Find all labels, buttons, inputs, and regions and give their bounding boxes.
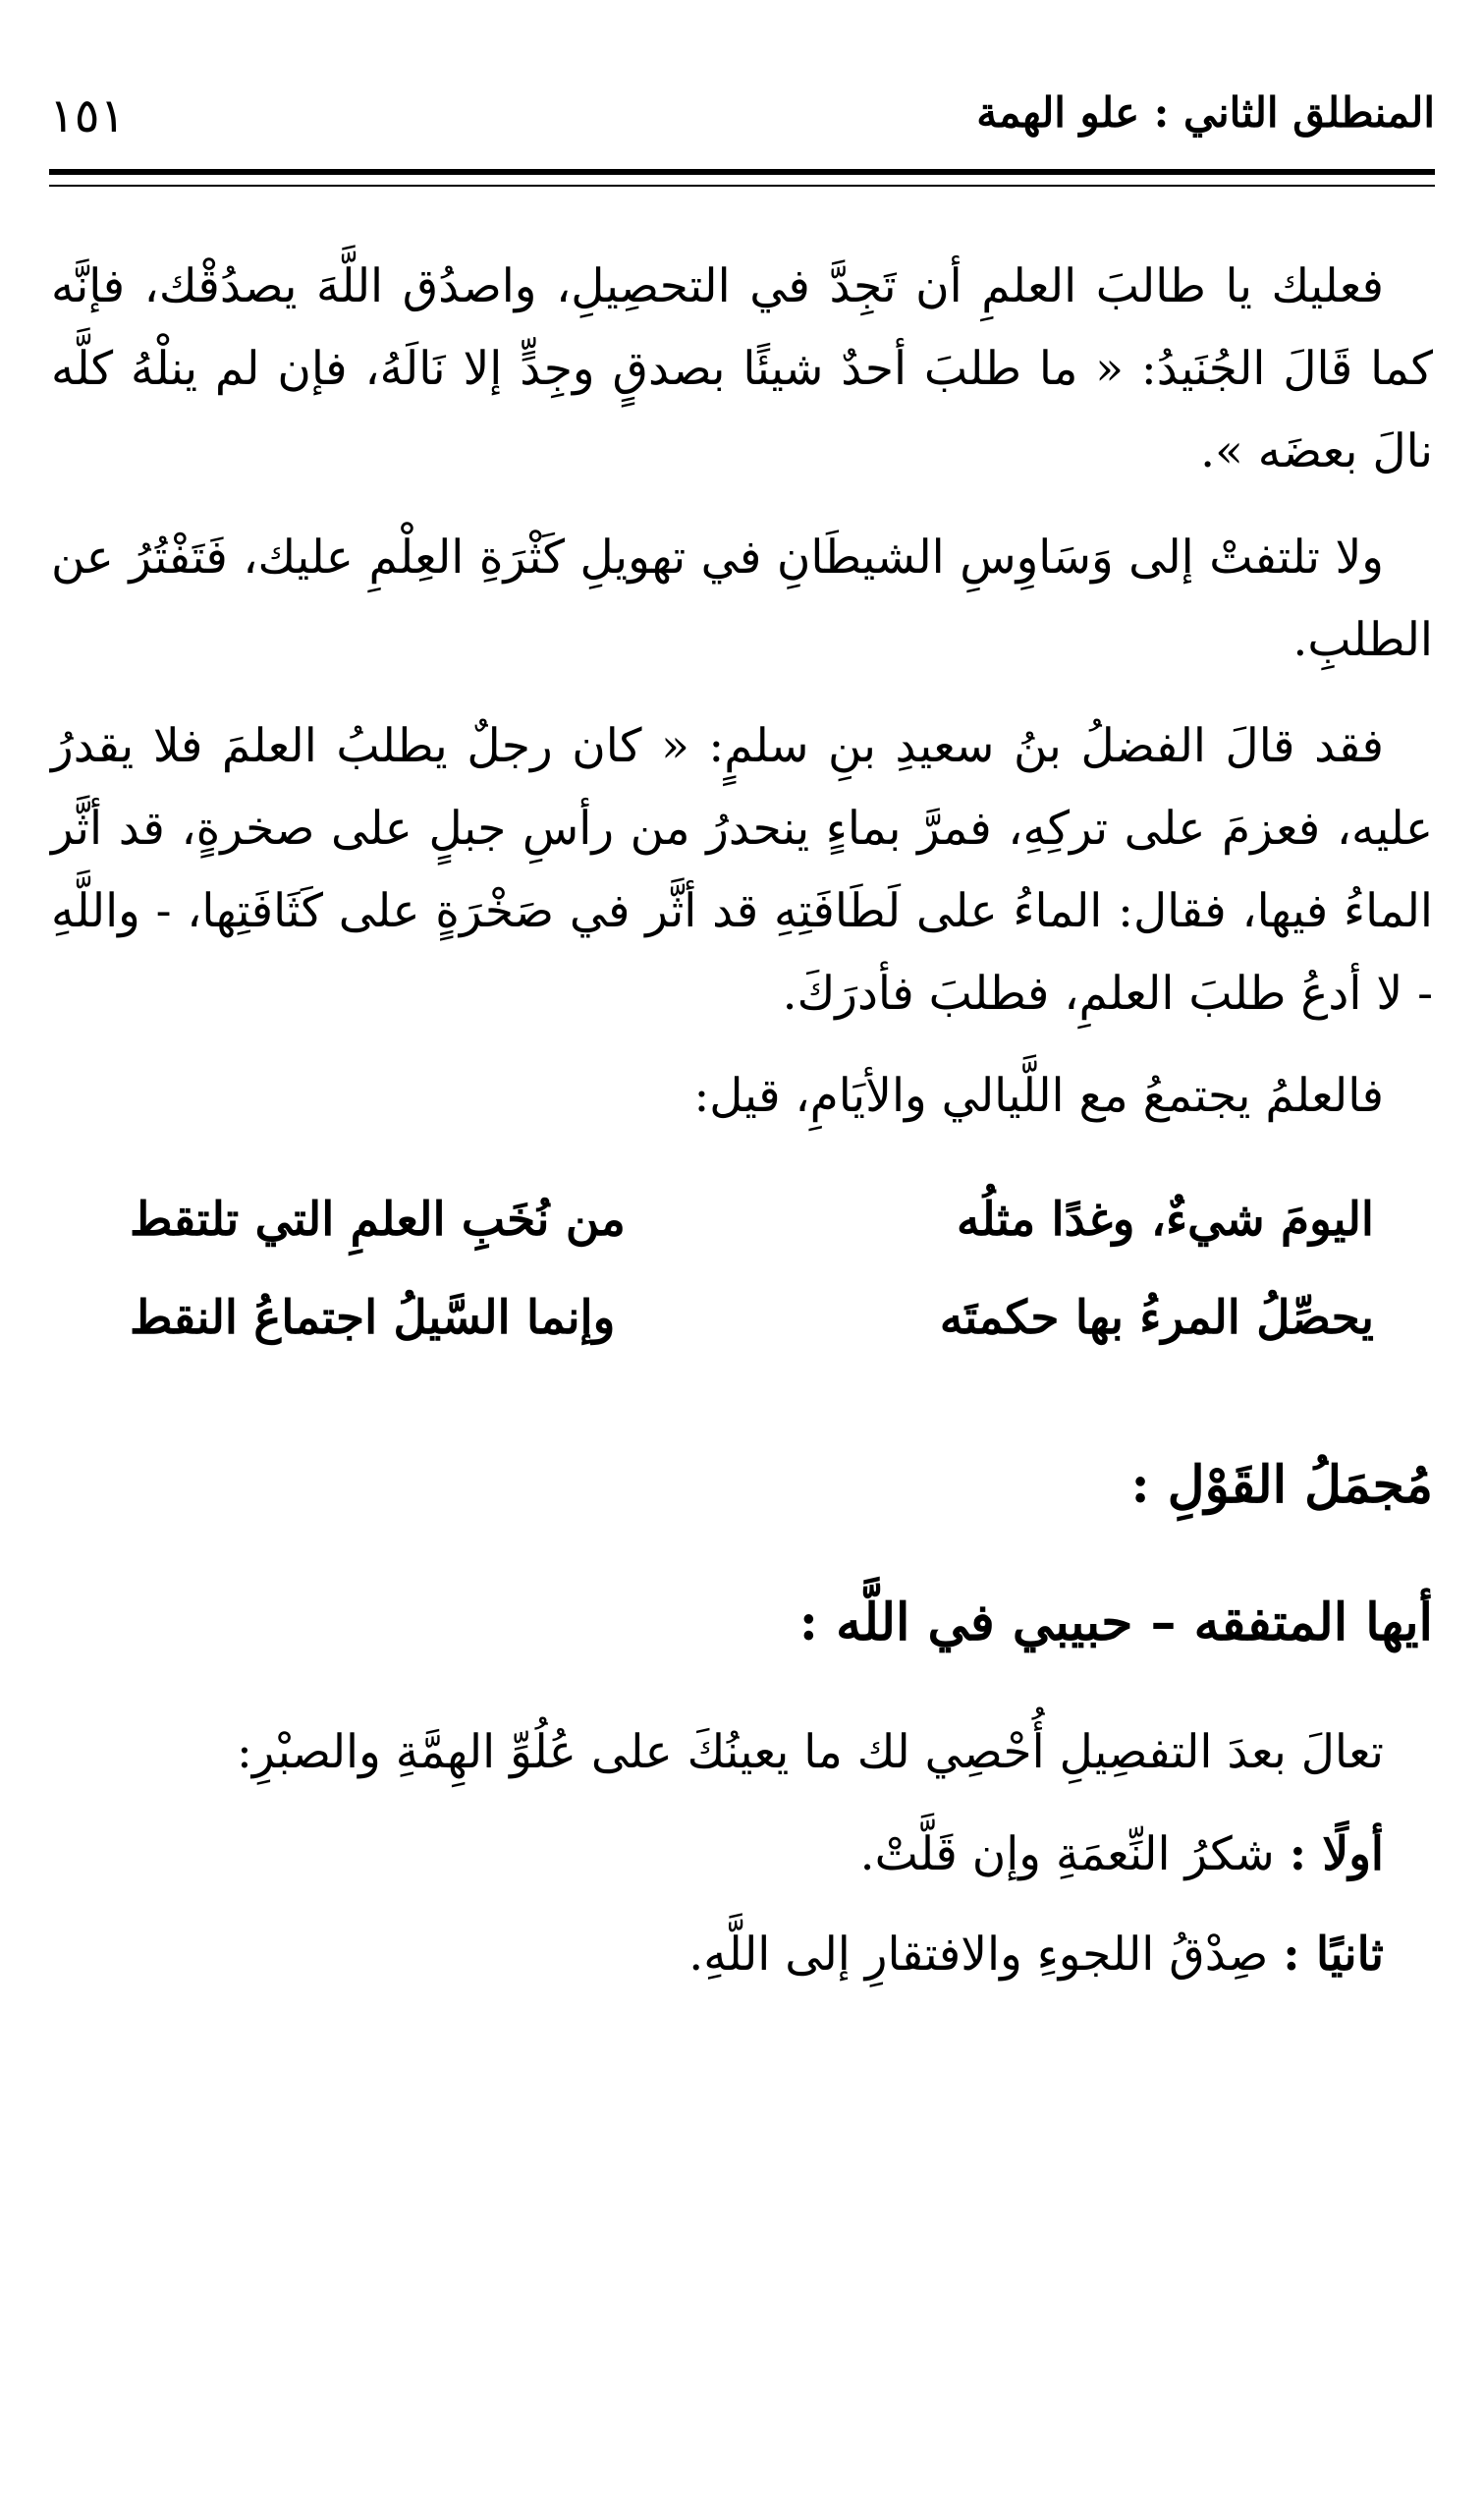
page-body: [51, 246, 1433, 2014]
list-item-first: [51, 1814, 1433, 1896]
paragraph-fadl-story: فقد قالَ الفضلُ بنُ سعيدِ بنِ سلمٍ: « كان رجلٌ يطلبُ العلمَ فلا يقدرُ عليه، فعزمَ على تركِهِ، فمرَّ بماءٍ ينحدرُ من رأسِ جبلٍ على صخرةٍ، قد أثَّر الماءُ فيها، فقال: الماءُ على لَطَافَتِهِ قد أثَّر في صَخْرَةٍ على كَثَافَتِها، - واللَّهِ - لا أدعُ طلبَ العلمِ، فطلبَ فأدرَكَ.: [51, 719, 1433, 1021]
page-header: [49, 79, 1435, 157]
list-item-label: ثانيًا :: [1283, 1928, 1384, 1982]
paragraph-satan-whispers: ولا تلتفتْ إلى وَسَاوِسِ الشيطَانِ في تهويلِ كَثْرَةِ العِلْمِ عليك، فَتَفْتُرُ عن الطلبِ.: [51, 531, 1433, 667]
closing-intro: تعالَ بعدَ التفصِيلِ أُحْصِي لك ما يعينُكَ على عُلُوِّ الهِمَّةِ والصبْرِ:: [237, 1725, 1384, 1779]
paragraph-knowledge-accumulates: فالعلمُ يجتمعُ مع اللَّيالي والأيَامِ، قيل:: [693, 1069, 1384, 1123]
page-number: ١٥١: [49, 88, 126, 143]
list-item-text: شكرُ النِّعمَةِ وإن قَلَّتْ.: [859, 1827, 1275, 1881]
poem-verse: [51, 1269, 1433, 1368]
header-rule-thin: [49, 185, 1435, 187]
verse-first-hemistich: اليومَ شيءٌ، وغدًا مثلُه: [957, 1193, 1374, 1247]
verse-second-hemistich: من نُخَبِ العلمِ التي تلتقط: [130, 1193, 626, 1247]
list-item-text: صِدْقُ اللجوءِ والافتقارِ إلى اللَّهِ.: [688, 1928, 1269, 1982]
list-item-label: أولًا :: [1289, 1827, 1384, 1881]
list-item-second: [51, 1914, 1433, 1996]
header-rule-thick: [49, 169, 1435, 175]
poem: [51, 1171, 1433, 1368]
running-head: المنطلق الثاني : علو الهمة: [976, 88, 1435, 137]
section-heading-summary: مُجمَلُ القَوْلِ :: [1130, 1455, 1433, 1515]
paragraph-junaid-quote: فعليك يا طالبَ العلمِ أن تَجِدَّ في التحصِيلِ، واصدُق اللَّهَ يصدُقْك، فإنَّه كما قَالَ الجُنَيدُ: « ما طلبَ أحدٌ شيئًا بصدقٍ وجِدٍّ إلا نَالَهُ، فإن لم ينلْهُ كلَّه نالَ بعضَه ».: [51, 259, 1433, 478]
section-heading-address: أيها المتفقه – حبيبي في اللَّه :: [798, 1593, 1433, 1652]
verse-second-hemistich: وإنما السَّيلُ اجتماعُ النقط: [130, 1291, 616, 1345]
verse-first-hemistich: يحصِّلُ المرءُ بها حكمتَه: [939, 1291, 1374, 1345]
poem-verse: [51, 1171, 1433, 1269]
